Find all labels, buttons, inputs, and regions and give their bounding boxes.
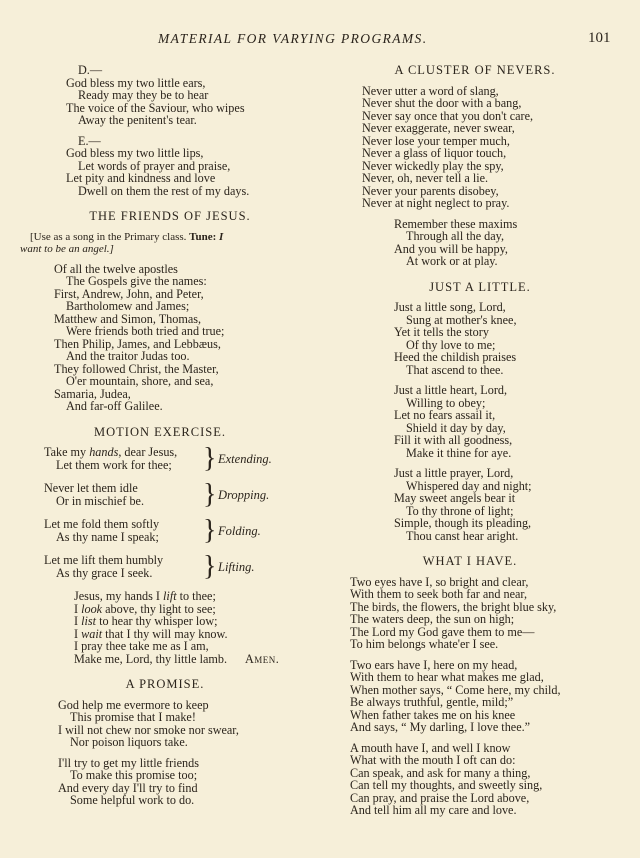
verse-line: I list to hear thy whisper low; xyxy=(74,614,218,628)
verse-line: To him belongs whate'er I see. xyxy=(350,637,499,651)
verse-line: Never lose your temper much, xyxy=(362,133,510,148)
page-header xyxy=(0,31,640,51)
motion-action: Extending. xyxy=(218,452,272,466)
verse-line: Of thy love to me; xyxy=(406,337,496,352)
verse-line: The voice of the Saviour, who wipes xyxy=(66,100,245,115)
page-number: 101 xyxy=(588,30,611,46)
verse-line: Away the penitent's tear. xyxy=(78,113,197,127)
motion-action: Lifting. xyxy=(218,560,255,574)
verse-line: Some helpful work to do. xyxy=(70,793,195,807)
motion-closing xyxy=(20,590,320,665)
stanza-e xyxy=(20,135,320,198)
verse-line: Never let them idle xyxy=(44,481,138,495)
verse-line: I will not chew nor smoke nor swear, xyxy=(58,722,239,737)
nevers-poem xyxy=(340,85,632,210)
verse-line: And says, “ My darling, I love thee.” xyxy=(350,720,531,734)
verse-line: As thy name I speak; xyxy=(56,529,159,544)
verse-line: Were friends both tried and true; xyxy=(66,324,225,338)
brace-mark: } xyxy=(203,479,217,510)
verse-line: And every day I'll try to find xyxy=(58,780,198,795)
motion-row-folding xyxy=(20,515,320,546)
tune-note xyxy=(20,231,320,255)
verse-line: Of all the twelve apostles xyxy=(54,261,178,276)
verse-line: Ready may they be to hear xyxy=(78,88,209,102)
verse-line: Let no fears assail it, xyxy=(394,408,496,422)
verse-line: Remember these maxims xyxy=(394,216,518,231)
verse-line: May sweet angels bear it xyxy=(394,491,516,505)
section-title-nevers: A CLUSTER OF NEVERS. xyxy=(394,63,556,77)
verse-line: What with the mouth I oft can do: xyxy=(350,753,516,767)
stanza-d xyxy=(20,64,320,127)
verse-line: Be always truthful, gentle, mild;” xyxy=(350,695,514,709)
verse-line: Never a glass of liquor touch, xyxy=(362,146,507,160)
verse-line: I wait that I thy will may know. xyxy=(74,626,228,641)
verse-line: When father takes me on his knee xyxy=(350,707,516,722)
verse-line: Can tell my thoughts, and sweetly sing, xyxy=(350,778,543,792)
maxims-stanza xyxy=(340,218,632,268)
verse-line: They followed Christ, the Master, xyxy=(54,361,219,376)
verse-line: And far-off Galilee. xyxy=(66,399,163,413)
verse-line: Never shut the door with a bang, xyxy=(362,96,522,110)
verse-line: Never at night neglect to pray. xyxy=(362,196,510,210)
verse-line: Two eyes have I, so bright and clear, xyxy=(350,574,529,589)
verse-line: To thy throne of light; xyxy=(406,503,514,518)
section-title-motion: MOTION EXERCISE. xyxy=(94,424,226,439)
friends-poem xyxy=(20,263,320,413)
verse-line: Never, oh, never tell a lie. xyxy=(362,171,489,185)
verse-line: Yet it tells the story xyxy=(394,325,489,339)
verse-line: Simple, though its pleading, xyxy=(394,516,532,530)
verse-line: First, Andrew, John, and Peter, xyxy=(54,286,204,301)
verse-line: Bartholomew and James; xyxy=(66,299,190,313)
stanza-label: E.— xyxy=(78,133,101,148)
brace-mark: } xyxy=(203,443,217,474)
motion-row-extending xyxy=(20,443,320,474)
verse-line: Never utter a word of slang, xyxy=(362,83,499,98)
verse-line: That ascend to thee. xyxy=(406,362,504,377)
verse-line: Never say once that you don't care, xyxy=(362,108,534,123)
verse-line: Let them work for thee; xyxy=(56,457,172,472)
verse-line: O'er mountain, shore, and sea, xyxy=(66,374,214,388)
note-tune-name: I xyxy=(219,230,224,243)
section-title-promise: A PROMISE. xyxy=(125,677,205,691)
section-title-little: JUST A LITTLE. xyxy=(429,279,531,294)
verse-line: The Lord my God gave them to me— xyxy=(350,624,535,639)
motion-row-dropping xyxy=(20,479,320,510)
amen-text: Amen. xyxy=(245,651,280,666)
verse-line: Or in mischief be. xyxy=(56,493,144,508)
note-text: [Use as a song in the Primary class. xyxy=(30,230,187,243)
verse-line: The Gospels give the names: xyxy=(66,274,207,288)
brace-mark: } xyxy=(203,515,217,546)
verse-line: Just a little prayer, Lord, xyxy=(394,466,514,480)
verse-line: Whispered day and night; xyxy=(406,478,532,493)
verse-line: Matthew and Simon, Thomas, xyxy=(54,311,202,326)
verse-line: To make this promise too; xyxy=(70,768,198,782)
verse-line: I'll try to get my little friends xyxy=(58,755,199,770)
little-stanza-1 xyxy=(340,301,632,376)
verse-line: Jesus, my hands I lift to thee; xyxy=(74,589,216,603)
have-stanza-1 xyxy=(340,576,632,651)
verse-line: This promise that I make! xyxy=(70,710,196,724)
verse-line: Let me fold them softly xyxy=(44,517,160,531)
verse-line: At work or at play. xyxy=(406,254,498,268)
note-tune-name: want to be an angel.] xyxy=(20,242,114,255)
running-title: MATERIAL FOR VARYING PROGRAMS. xyxy=(158,31,428,46)
verse-line: Never your parents disobey, xyxy=(362,183,499,198)
verse-line: Heed the childish praises xyxy=(394,350,517,364)
verse-line: With them to seek both far and near, xyxy=(350,587,528,601)
motion-action: Folding. xyxy=(218,524,261,538)
right-column xyxy=(340,64,632,817)
verse-line: Nor poison liquors take. xyxy=(70,735,188,749)
verse-line: And the traitor Judas too. xyxy=(66,349,190,363)
verse-line: Dwell on them the rest of my days. xyxy=(78,183,250,198)
verse-line: Sung at mother's knee, xyxy=(406,312,517,327)
verse-line: Then Philip, James, and Lebbæus, xyxy=(54,336,221,351)
verse-line: Can pray, and praise the Lord above, xyxy=(350,790,530,805)
verse-line: Never wickedly play the spy, xyxy=(362,158,504,173)
verse-line: I look above, thy light to see; xyxy=(74,601,216,616)
verse-line: Two ears have I, here on my head, xyxy=(350,657,518,672)
verse-line: Can speak, and ask for many a thing, xyxy=(350,765,531,780)
have-stanza-3 xyxy=(340,742,632,817)
promise-stanza-2 xyxy=(20,757,320,807)
verse-line: Never exaggerate, never swear, xyxy=(362,121,515,135)
verse-line: Make me, Lord, thy little lamb. Amen. xyxy=(74,651,280,666)
verse-line: As thy grace I seek. xyxy=(56,565,153,580)
verse-line: Willing to obey; xyxy=(406,395,486,410)
verse-line: Thou canst hear aright. xyxy=(406,528,519,543)
verse-line: Just a little heart, Lord, xyxy=(394,383,508,397)
verse-line: Let me lift them humbly xyxy=(44,553,164,567)
verse-line: I pray thee take me as I am, xyxy=(74,639,209,653)
note-tune: Tune: xyxy=(189,230,217,243)
verse-line: God help me evermore to keep xyxy=(58,697,209,712)
verse-line: Fill it with all goodness, xyxy=(394,433,513,447)
verse-line: Just a little song, Lord, xyxy=(394,300,506,314)
verse-line: God bless my two little lips, xyxy=(66,146,204,160)
verse-line: Take my hands, dear Jesus, xyxy=(44,445,178,459)
verse-line: The birds, the flowers, the bright blue sky, xyxy=(350,599,557,614)
verse-line: Make it thine for aye. xyxy=(406,445,512,460)
stanza-label: D.— xyxy=(78,63,103,77)
left-column xyxy=(20,64,320,807)
little-stanza-2 xyxy=(340,384,632,459)
verse-line: When mother says, “ Come here, my child, xyxy=(350,682,561,697)
section-title-friends: THE FRIENDS OF JESUS. xyxy=(89,209,251,223)
verse-line: And tell him all my care and love. xyxy=(350,803,517,817)
verse-line: Shield it day by day, xyxy=(406,420,506,435)
verse-line: A mouth have I, and well I know xyxy=(350,740,511,755)
verse-line: Samaria, Judea, xyxy=(54,386,131,401)
verse-line: God bless my two little ears, xyxy=(66,75,206,90)
brace-mark: } xyxy=(203,551,217,582)
motion-action: Dropping. xyxy=(218,488,270,502)
have-stanza-2 xyxy=(340,659,632,734)
verse-line: With them to hear what makes me glad, xyxy=(350,670,544,684)
motion-row-lifting xyxy=(20,551,320,582)
verse-line: Let words of prayer and praise, xyxy=(78,158,231,173)
verse-line: The waters deep, the sun on high; xyxy=(350,612,515,626)
little-stanza-3 xyxy=(340,467,632,542)
promise-stanza-1 xyxy=(20,699,320,749)
section-title-have: WHAT I HAVE. xyxy=(422,554,518,568)
verse-line: And you will be happy, xyxy=(394,241,508,256)
verse-line: Through all the day, xyxy=(406,229,505,243)
verse-line: Let pity and kindness and love xyxy=(66,171,216,185)
